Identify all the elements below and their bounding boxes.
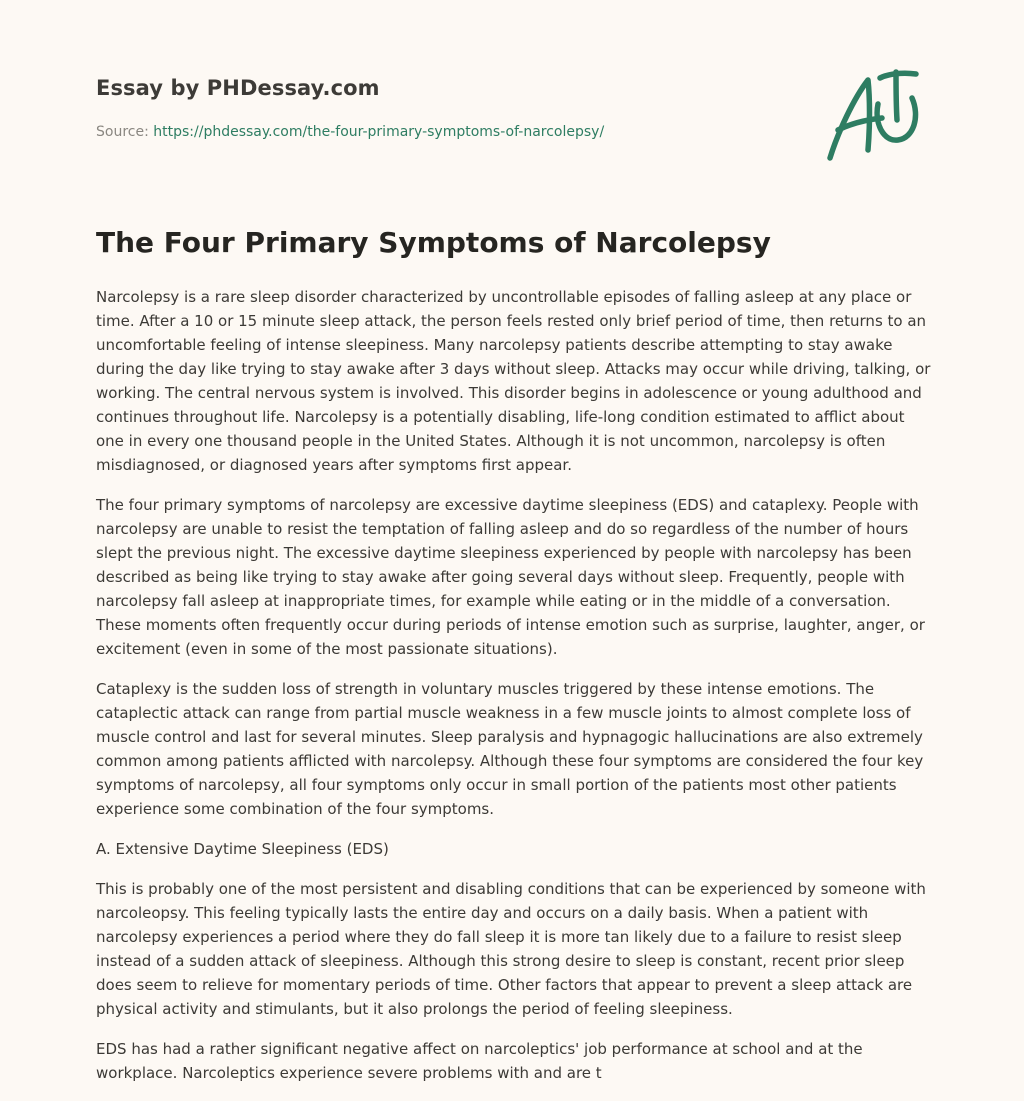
essay-paragraph: The four primary symptoms of narcolepsy are excessive daytime sleepiness (EDS) and cataplexy. People with narcolepsy are unable to resist the temptation of falling asleep and do so regardless of the number of hours slept the previous night. The excessive daytime sleepiness experienced by people with narcolepsy has been described as being like trying to stay awake after going several days without sleep. Frequently, people with narcolepsy fall asleep at inappropriate times, for example while eating or in the middle of a conversation. These moments often frequently occur during periods of intense emotion such as surprise, laughter, anger, or excitement (even in some of the most passionate situations).	[96, 496, 925, 658]
essay-body	[96, 285, 932, 1101]
essay-paragraph: Cataplexy is the sudden loss of strength in voluntary muscles triggered by these intense emotions. The cataplectic attack can range from partial muscle weakness in a few muscle joints to almost complete loss of muscle control and last for several minutes. Sleep paralysis and hypnagogic hallucinations are also extremely common among patients afflicted with narcolepsy. Although these four symptoms are considered the four key symptoms of narcolepsy, all four symptoms only occur in small portion of the patients most other patients experience some combination of the four symptoms.	[96, 680, 924, 818]
page-header	[96, 0, 932, 200]
essay-page	[96, 0, 932, 1082]
section-heading: A. Extensive Daytime Sleepiness (EDS)	[96, 840, 389, 858]
essay-paragraph: This is probably one of the most persistent and disabling conditions that can be experienced by someone with narcoleopsy. This feeling typically lasts the entire day and occurs on a daily basis. When a patient with narcolepsy experiences a period where they do fall sleep it is more tan likely due to a failure to resist sleep instead of a sudden attack of sleepiness. Although this strong desire to sleep is constant, recent prior sleep does seem to relieve for momentary periods of time. Other factors that appear to prevent a sleep attack are physical activity and stimulants, but it also prolongs the period of feeling sleepiness.	[96, 880, 926, 1018]
essay-title: The Four Primary Symptoms of Narcolepsy	[96, 226, 771, 259]
source-label: Source:	[96, 124, 154, 140]
brand-title: Essay by PHDessay.com	[96, 76, 380, 100]
source-link[interactable]: https://phdessay.com/the-four-primary-symptoms-of-narcolepsy/	[153, 124, 605, 140]
essay-paragraph: EDS has had a rather significant negative affect on narcoleptics' job performance at school and at the workplace. Narcoleptics experience severe problems with and are t	[96, 1040, 863, 1082]
essay-paragraph: Narcolepsy is a rare sleep disorder characterized by uncontrollable episodes of falling asleep at any place or time. After a 10 or 15 minute sleep attack, the person feels rested only brief period of time, then returns to an uncomfortable feeling of intense sleepiness. Many narcolepsy patients describe attempting to stay awake during the day like trying to stay awake after 3 days without sleep. Attacks may occur while driving, talking, or working. The central nervous system is involved. This disorder begins in adolescence or young adulthood and continues throughout life. Narcolepsy is a potentially disabling, life-long condition estimated to afflict about one in every one thousand people in the United States. Although it is not uncommon, narcolepsy is often misdiagnosed, or diagnosed years after symptoms first appear.	[96, 288, 931, 474]
source-line	[96, 124, 604, 140]
a-plus-logo-icon	[824, 68, 928, 164]
